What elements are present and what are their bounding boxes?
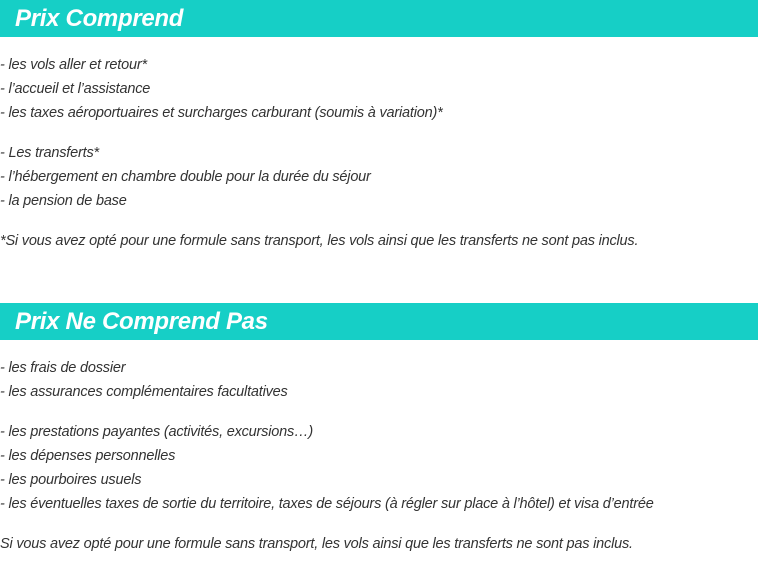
list-item: - les taxes aéroportuaires et surcharges carburant (soumis à variation)* <box>0 105 443 121</box>
list-item: - l’hébergement en chambre double pour la durée du séjour <box>0 169 371 185</box>
list-item: - Les transferts* <box>0 145 99 161</box>
included-content <box>0 53 758 253</box>
list-item: - les frais de dossier <box>0 360 126 376</box>
list-item: - les vols aller et retour* <box>0 57 147 73</box>
excluded-header <box>0 303 758 340</box>
list-item: - les pourboires usuels <box>0 472 142 488</box>
excluded-group-2 <box>0 420 758 516</box>
list-item: - les assurances complémentaires facultatives <box>0 384 288 400</box>
included-title: Prix Comprend <box>15 4 184 32</box>
included-note: *Si vous avez opté pour une formule sans transport, les vols ainsi que les transferts ne sont pas inclus. <box>0 233 639 249</box>
list-item: - la pension de base <box>0 193 127 209</box>
excluded-content <box>0 356 758 556</box>
excluded-title: Prix Ne Comprend Pas <box>15 307 268 335</box>
included-header <box>0 0 758 37</box>
excluded-section <box>0 303 758 556</box>
list-item: - les dépenses personnelles <box>0 448 176 464</box>
included-group-2 <box>0 141 758 213</box>
list-item: - l’accueil et l’assistance <box>0 81 151 97</box>
included-group-1 <box>0 53 758 125</box>
included-section <box>0 0 758 253</box>
list-item: - les éventuelles taxes de sortie du territoire, taxes de séjours (à régler sur place à l’hôtel) et visa d’entrée <box>0 496 654 512</box>
excluded-note: Si vous avez opté pour une formule sans transport, les vols ainsi que les transferts ne sont pas inclus. <box>0 536 633 552</box>
list-item: - les prestations payantes (activités, excursions…) <box>0 424 313 440</box>
excluded-group-1 <box>0 356 758 404</box>
